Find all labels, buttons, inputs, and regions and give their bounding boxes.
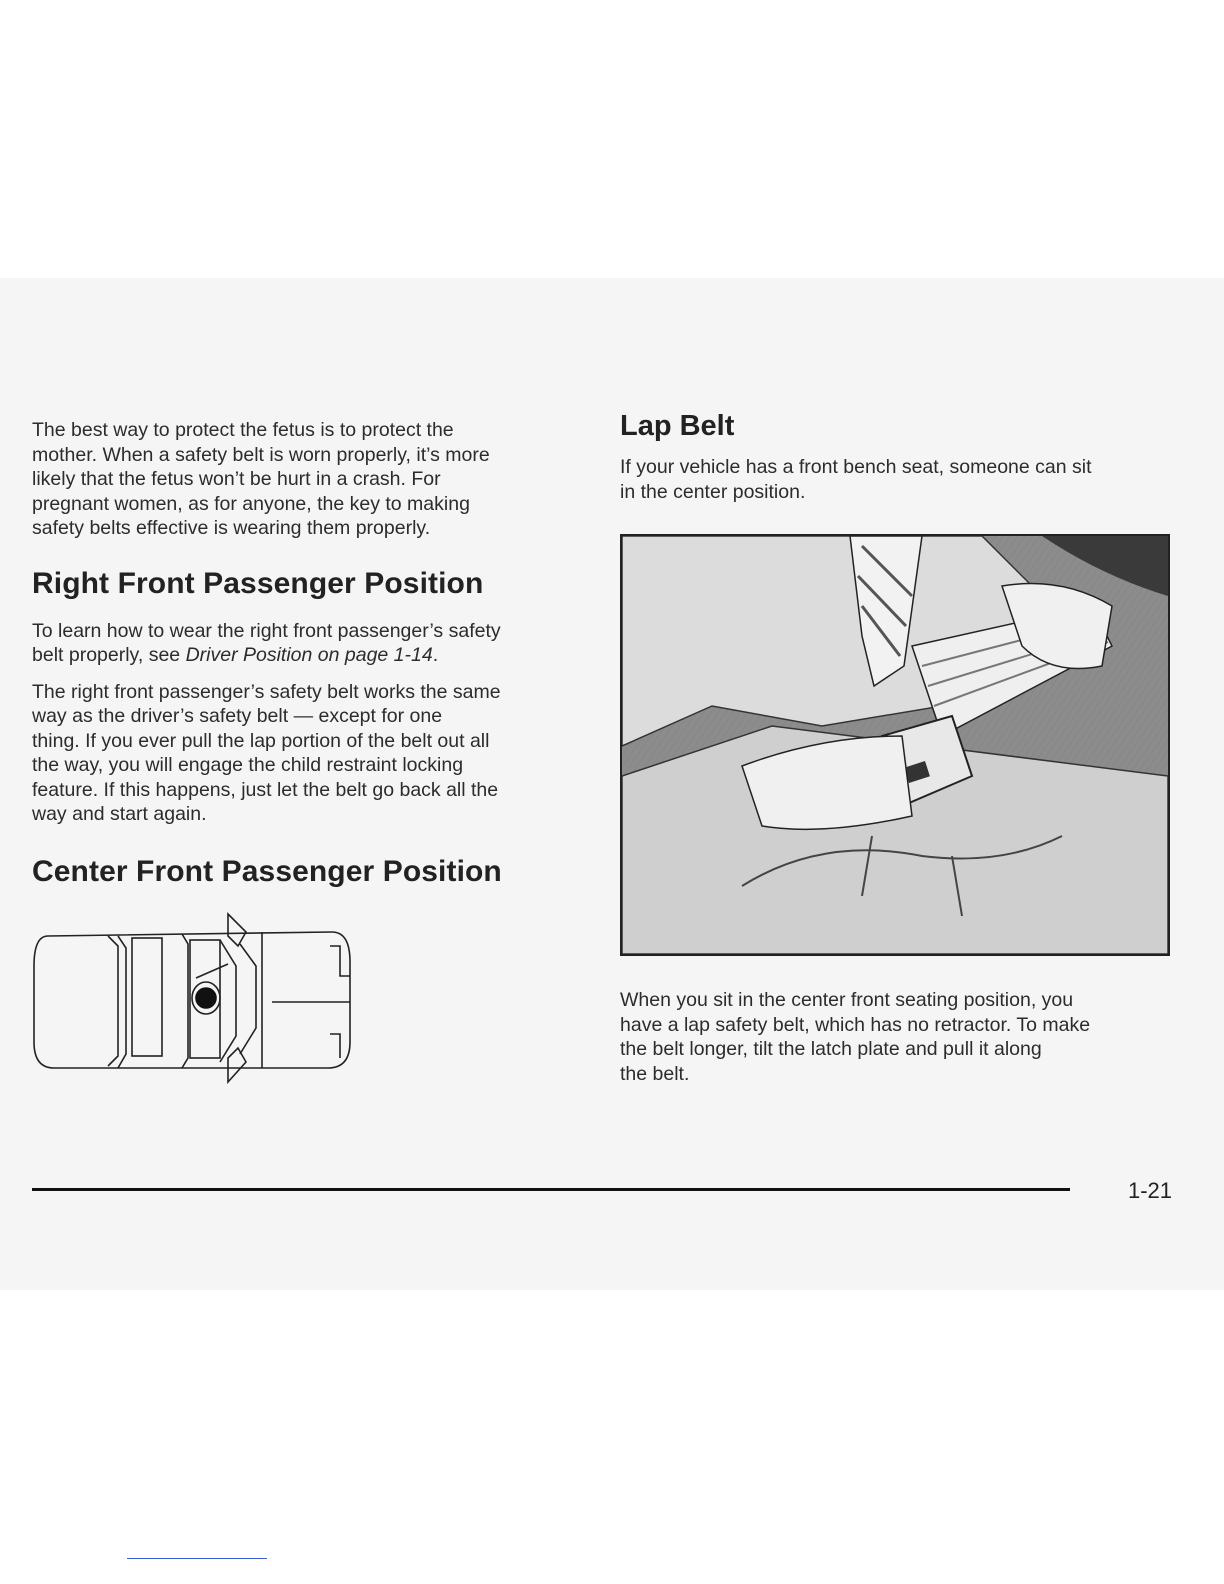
intro-line: safety belts effective is wearing them properly. (32, 517, 431, 539)
paragraph-line: To learn how to wear the right front passenger’s safety (32, 619, 501, 642)
intro-line: pregnant women, as for anyone, the key to making (32, 492, 470, 515)
paragraph-punctuation: . (432, 644, 439, 666)
seat-side (220, 940, 236, 1062)
b-pillar (182, 934, 188, 1068)
car-seating-diagram (32, 906, 354, 1088)
intro-line: The best way to protect the fetus is to protect the (32, 419, 454, 441)
paragraph-line: When you sit in the center front seating position, you (620, 989, 1074, 1011)
rear-detail (330, 946, 350, 976)
right-column (620, 410, 1172, 504)
front-seat-back (132, 938, 162, 1056)
lap-belt-illustration (620, 534, 1170, 956)
lap-belt-drawing (622, 536, 1168, 954)
right-front-paragraph-2 (32, 680, 572, 827)
paragraph-line: the way, you will engage the child restraint locking (32, 754, 464, 776)
paragraph-line: thing. If you ever pull the lap portion of the belt out all (32, 729, 490, 752)
page-number: 1-21 (1128, 1178, 1173, 1203)
paragraph-line: the belt. (620, 1062, 690, 1085)
lap-belt-paragraph-2 (620, 988, 1172, 1086)
door-top (228, 914, 246, 946)
right-front-heading: Right Front Passenger Position (32, 566, 484, 600)
left-column (32, 418, 572, 889)
paragraph-line: feature. If this happens, just let the belt go back all the (32, 778, 499, 801)
rear-detail (330, 1034, 340, 1058)
paragraph-line: The right front passenger’s safety belt works the same (32, 680, 501, 703)
door-bottom (228, 1048, 246, 1082)
windshield-inner (118, 936, 126, 1068)
center-front-heading: Center Front Passenger Position (32, 854, 502, 888)
footer-rule (32, 1188, 1070, 1191)
windshield (108, 936, 118, 1066)
paragraph-line: have a lap safety belt, which has no retractor. To make (620, 1013, 1091, 1036)
intro-line: likely that the fetus won’t be hurt in a crash. For (32, 468, 441, 490)
right-front-paragraph-1 (32, 619, 572, 668)
bottom-link-underline (127, 1558, 267, 1559)
paragraph-line: in the center position. (620, 480, 806, 503)
door-frame (240, 944, 256, 1054)
occupant-head-icon (196, 988, 216, 1008)
intro-line: mother. When a safety belt is worn properly, it’s more (32, 443, 490, 466)
lap-belt-heading: Lap Belt (620, 410, 735, 442)
paragraph-line: If your vehicle has a front bench seat, someone can sit (620, 456, 1092, 478)
belt-line (196, 964, 228, 978)
paragraph-line: way as the driver’s safety belt — except for one (32, 705, 443, 727)
intro-paragraph (32, 418, 572, 541)
paragraph-line: belt properly, see (32, 644, 186, 666)
lap-belt-paragraph-1 (620, 455, 1172, 504)
paragraph-line: the belt longer, tilt the latch plate and pull it along (620, 1038, 1042, 1060)
page-reference-link[interactable]: Driver Position on page 1-14 (185, 644, 433, 666)
paragraph-line: way and start again. (32, 803, 207, 825)
